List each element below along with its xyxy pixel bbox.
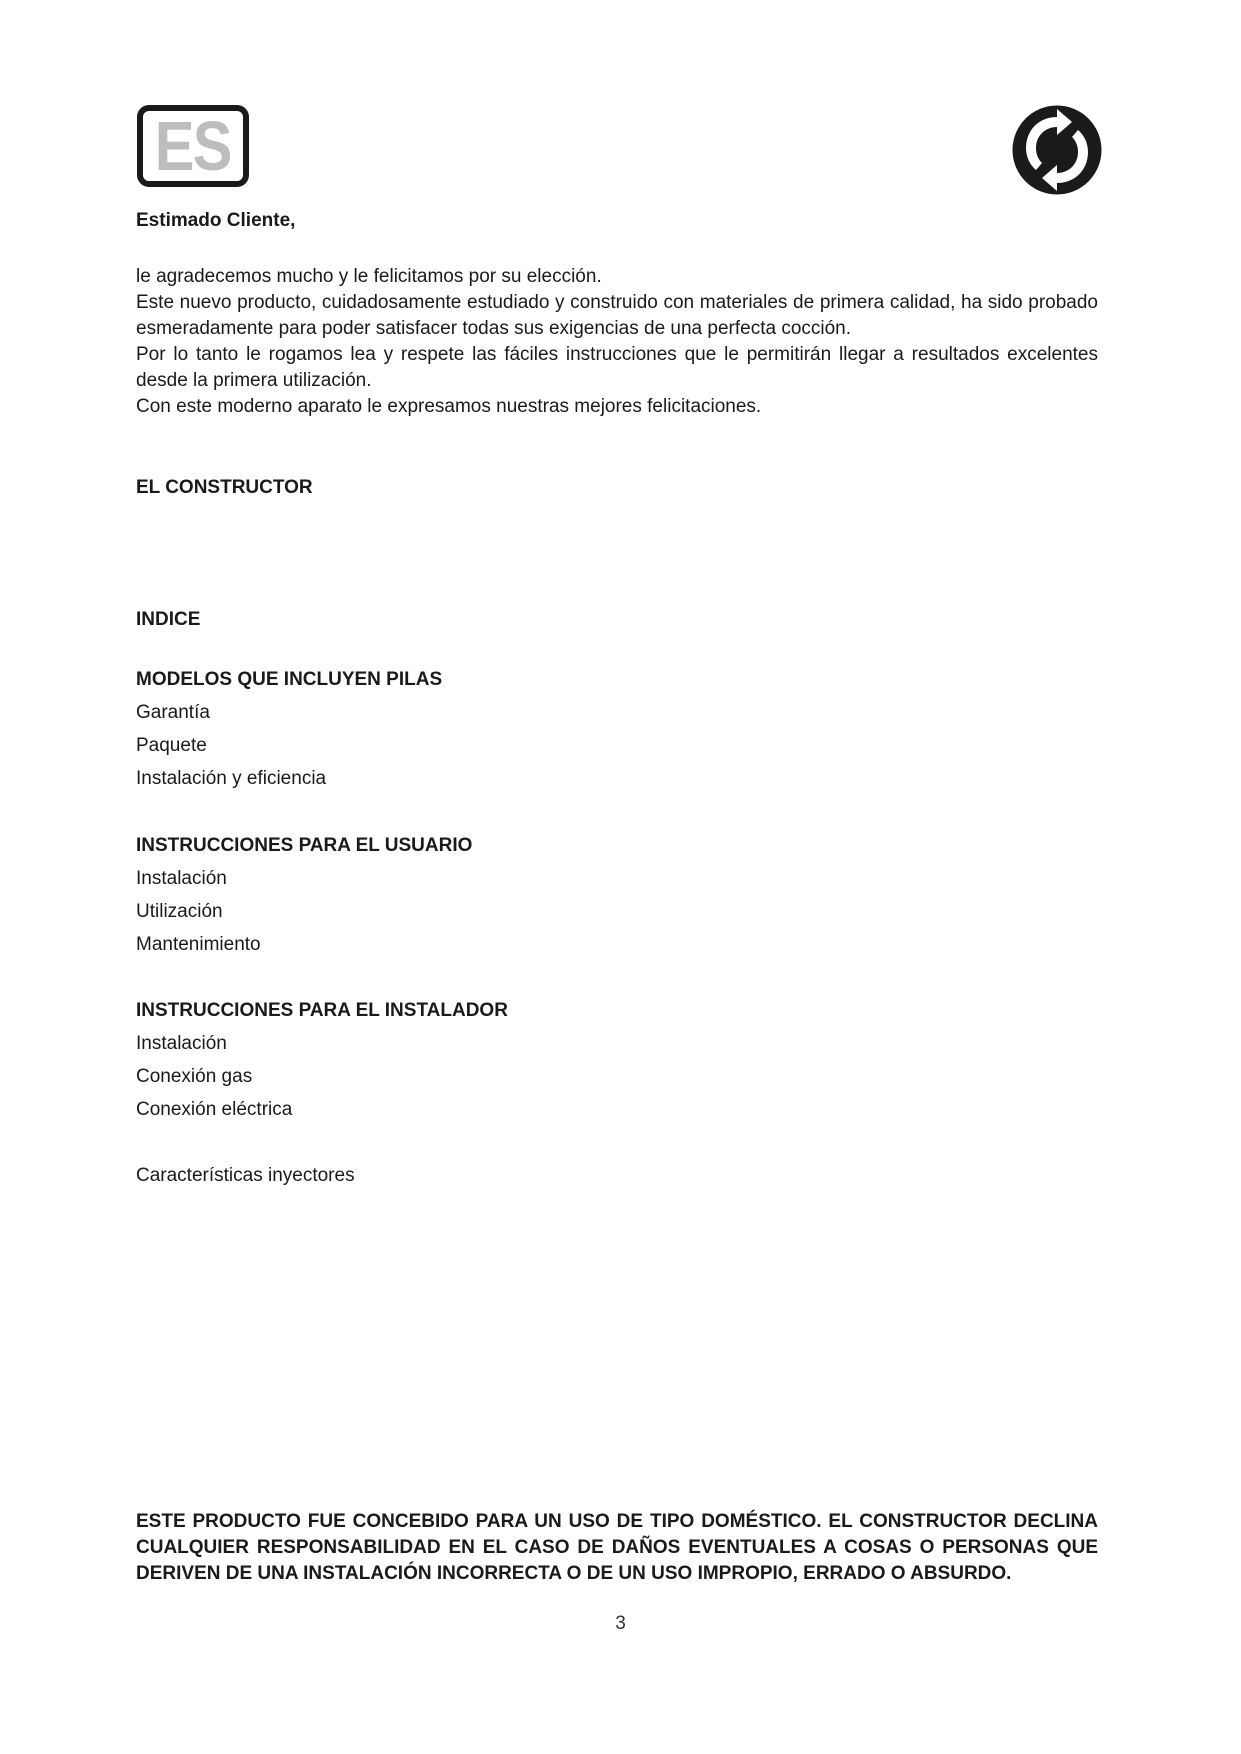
index-item: Instalación y eficiencia	[136, 768, 327, 789]
index-item: Utilización	[136, 901, 223, 922]
index-item: Características inyectores	[136, 1165, 355, 1186]
index-title: INDICE	[136, 609, 201, 630]
intro-line: le agradecemos mucho y le felicitamos por su elección.	[136, 266, 602, 287]
intro-line: Con este moderno aparato le expresamos nuestras mejores felicitaciones.	[136, 396, 762, 417]
section-heading: INSTRUCCIONES PARA EL USUARIO	[136, 835, 473, 856]
index-section	[136, 998, 1098, 1130]
index-item: Conexión gas	[136, 1066, 253, 1087]
index-item: Instalación	[136, 868, 227, 889]
index-section	[136, 833, 1098, 965]
green-dot-icon	[1012, 105, 1102, 195]
section-heading: MODELOS QUE INCLUYEN PILAS	[136, 669, 443, 690]
index-section	[136, 1163, 1098, 1196]
index-item: Garantía	[136, 702, 210, 723]
page-number: 3	[615, 1613, 626, 1634]
language-code: ES	[155, 107, 231, 185]
intro-line: Este nuevo producto, cuidadosamente estudiado y construido con materiales de primera calidad, ha sido probado esmeradamente para poder satisfacer todas sus exigencias de una perfecta cocción.	[136, 292, 1098, 339]
index-section	[136, 667, 1098, 799]
disclaimer: ESTE PRODUCTO FUE CONCEBIDO PARA UN USO DE TIPO DOMÉSTICO. EL CONSTRUCTOR DECLINA CUALQUIER RESPONSABILIDAD EN EL CASO DE DAÑOS EVENTUALES A COSAS O PERSONAS QUE DERIVEN DE UNA INSTALACIÓN INCORRECTA O DE UN USO IMPROPIO, ERRADO O ABSURDO.	[136, 1511, 1098, 1584]
language-badge	[137, 105, 249, 187]
index-item: Conexión eléctrica	[136, 1099, 293, 1120]
index-item: Paquete	[136, 735, 207, 756]
greeting: Estimado Cliente,	[136, 210, 296, 231]
section-heading: INSTRUCCIONES PARA EL INSTALADOR	[136, 1000, 508, 1021]
signature: EL CONSTRUCTOR	[136, 477, 313, 498]
intro-line: Por lo tanto le rogamos lea y respete las fáciles instrucciones que le permitirán llegar a resultados excelentes desde la primera utilización.	[136, 344, 1098, 391]
index-item: Instalación	[136, 1033, 227, 1054]
intro-paragraphs	[136, 264, 1098, 420]
index-item: Mantenimiento	[136, 934, 261, 955]
